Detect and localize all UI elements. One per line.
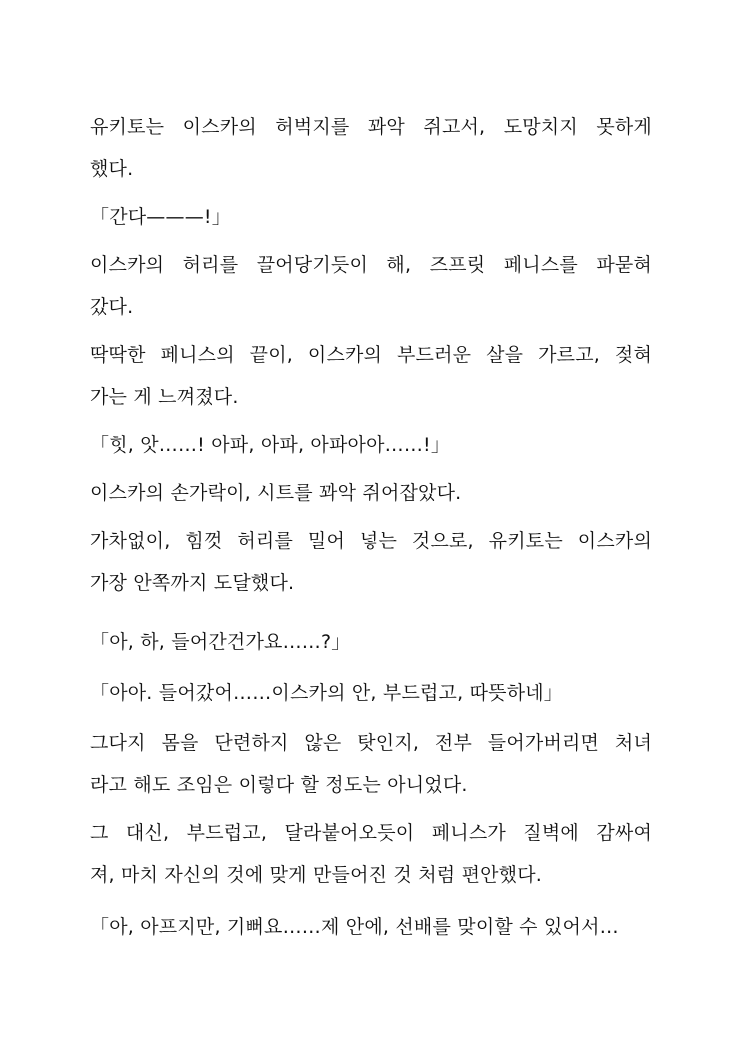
text-line: 그 대신, 부드럽고, 달라붙어오듯이 페니스가 질벽에 감싸여 — [90, 822, 652, 844]
paragraph — [90, 424, 652, 466]
text-line: 져, 마치 자신의 것에 맞게 만들어진 것 처럼 편안했다. — [90, 864, 543, 886]
paragraph — [90, 906, 652, 948]
paragraph — [90, 672, 652, 714]
text-line: 「아, 하, 들어간건가요……?」 — [90, 631, 351, 653]
text-line: 「아아. 들어갔어……이스카의 안, 부드럽고, 따뜻하네」 — [90, 682, 564, 704]
text-line: 그다지 몸을 단련하지 않은 탓인지, 전부 들어가버리면 처녀 — [90, 732, 652, 754]
text-line: 「힛, 앗……! 아파, 아파, 아파아아……!」 — [90, 434, 451, 456]
text-line: 가장 안쪽까지 도달했다. — [90, 572, 295, 594]
text-line: 딱딱한 페니스의 끝이, 이스카의 부드러운 살을 가르고, 젖혀 — [90, 344, 652, 366]
text-line: 가차없이, 힘껏 허리를 밀어 넣는 것으로, 유키토는 이스카의 — [90, 530, 652, 552]
paragraph — [90, 812, 652, 896]
text-line: 가는 게 느껴졌다. — [90, 386, 239, 408]
text-line: 했다. — [90, 158, 134, 180]
paragraph — [90, 472, 652, 514]
text-line: 「간다———!」 — [90, 206, 231, 228]
paragraph — [90, 334, 652, 418]
paragraph — [90, 244, 652, 328]
text-line: 이스카의 손가락이, 시트를 꽈악 쥐어잡았다. — [90, 482, 462, 504]
paragraph — [90, 621, 652, 663]
paragraph — [90, 520, 652, 604]
paragraph — [90, 722, 652, 806]
text-line: 이스카의 허리를 끌어당기듯이 해, 즈프릿 페니스를 파묻혀 — [90, 254, 652, 276]
text-line: 라고 해도 조임은 이렇다 할 정도는 아니었다. — [90, 774, 468, 796]
paragraph — [90, 106, 652, 190]
text-line: 「아, 아프지만, 기뻐요……제 안에, 선배를 맞이할 수 있어서… — [90, 916, 619, 938]
text-line: 갔다. — [90, 296, 134, 318]
paragraph — [90, 196, 652, 238]
text-line: 유키토는 이스카의 허벅지를 꽈악 쥐고서, 도망치지 못하게 — [90, 116, 652, 138]
